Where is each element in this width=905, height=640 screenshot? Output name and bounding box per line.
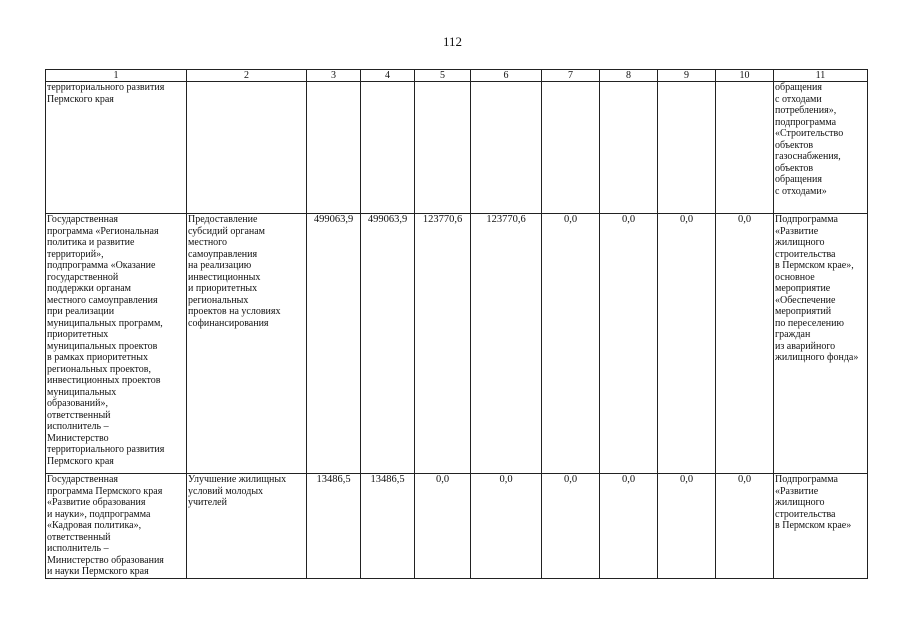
value-cell: 0,0 xyxy=(542,214,600,474)
subprogram-cell: Подпрограмма «Развитие жилищного строительства в Пермском крае», основное мероприятие «Обеспечение мероприятий по переселению граждан из аварийного жилищного фонда» xyxy=(774,214,868,474)
header-row xyxy=(46,70,868,82)
col-header-8: 8 xyxy=(600,70,658,82)
col-header-1: 1 xyxy=(46,70,187,82)
program-cell: территориального развития Пермского края xyxy=(46,82,187,214)
value-cell: 123770,6 xyxy=(415,214,471,474)
value-cell xyxy=(600,82,658,214)
col-header-11: 11 xyxy=(774,70,868,82)
value-cell: 0,0 xyxy=(716,474,774,579)
value-cell: 0,0 xyxy=(600,474,658,579)
program-cell: Государственная программа «Региональная политика и развитие территорий», подпрограмма «Оказание государственной поддержки органам местного самоуправления при реализации муниципальных программ, приоритетных муниципальных проектов в рамках приоритетных региональных проектов, инвестиционных проектов муниципальных образований», ответственный исполнитель – Министерство территориального развития Пермского края xyxy=(46,214,187,474)
value-cell xyxy=(658,82,716,214)
value-cell xyxy=(542,82,600,214)
col-header-10: 10 xyxy=(716,70,774,82)
col-header-9: 9 xyxy=(658,70,716,82)
value-cell: 13486,5 xyxy=(361,474,415,579)
measure-cell xyxy=(187,82,307,214)
measure-cell: Предоставление субсидий органам местного самоуправления на реализацию инвестиционных и приоритетных региональных проектов на условиях софинансирования xyxy=(187,214,307,474)
subprogram-cell: обращения с отходами потребления», подпрограмма «Строительство объектов газоснабжения, объектов обращения с отходами» xyxy=(774,82,868,214)
budget-table xyxy=(45,69,868,579)
col-header-4: 4 xyxy=(361,70,415,82)
table-row xyxy=(46,82,868,214)
value-cell xyxy=(361,82,415,214)
value-cell xyxy=(307,82,361,214)
table-row xyxy=(46,474,868,579)
value-cell: 0,0 xyxy=(658,214,716,474)
value-cell: 0,0 xyxy=(471,474,542,579)
value-cell: 0,0 xyxy=(542,474,600,579)
subprogram-cell: Подпрограмма «Развитие жилищного строительства в Пермском крае» xyxy=(774,474,868,579)
value-cell: 123770,6 xyxy=(471,214,542,474)
value-cell xyxy=(471,82,542,214)
value-cell: 0,0 xyxy=(658,474,716,579)
value-cell: 499063,9 xyxy=(307,214,361,474)
measure-cell: Улучшение жилищных условий молодых учителей xyxy=(187,474,307,579)
value-cell xyxy=(716,82,774,214)
value-cell: 499063,9 xyxy=(361,214,415,474)
value-cell: 0,0 xyxy=(716,214,774,474)
col-header-2: 2 xyxy=(187,70,307,82)
col-header-5: 5 xyxy=(415,70,471,82)
col-header-7: 7 xyxy=(542,70,600,82)
col-header-6: 6 xyxy=(471,70,542,82)
value-cell xyxy=(415,82,471,214)
program-cell: Государственная программа Пермского края «Развитие образования и науки», подпрограмма «Кадровая политика», ответственный исполнитель – Министерство образования и науки Пермского края xyxy=(46,474,187,579)
table-row xyxy=(46,214,868,474)
page-number: 112 xyxy=(442,34,463,49)
value-cell: 0,0 xyxy=(600,214,658,474)
col-header-3: 3 xyxy=(307,70,361,82)
value-cell: 13486,5 xyxy=(307,474,361,579)
value-cell: 0,0 xyxy=(415,474,471,579)
